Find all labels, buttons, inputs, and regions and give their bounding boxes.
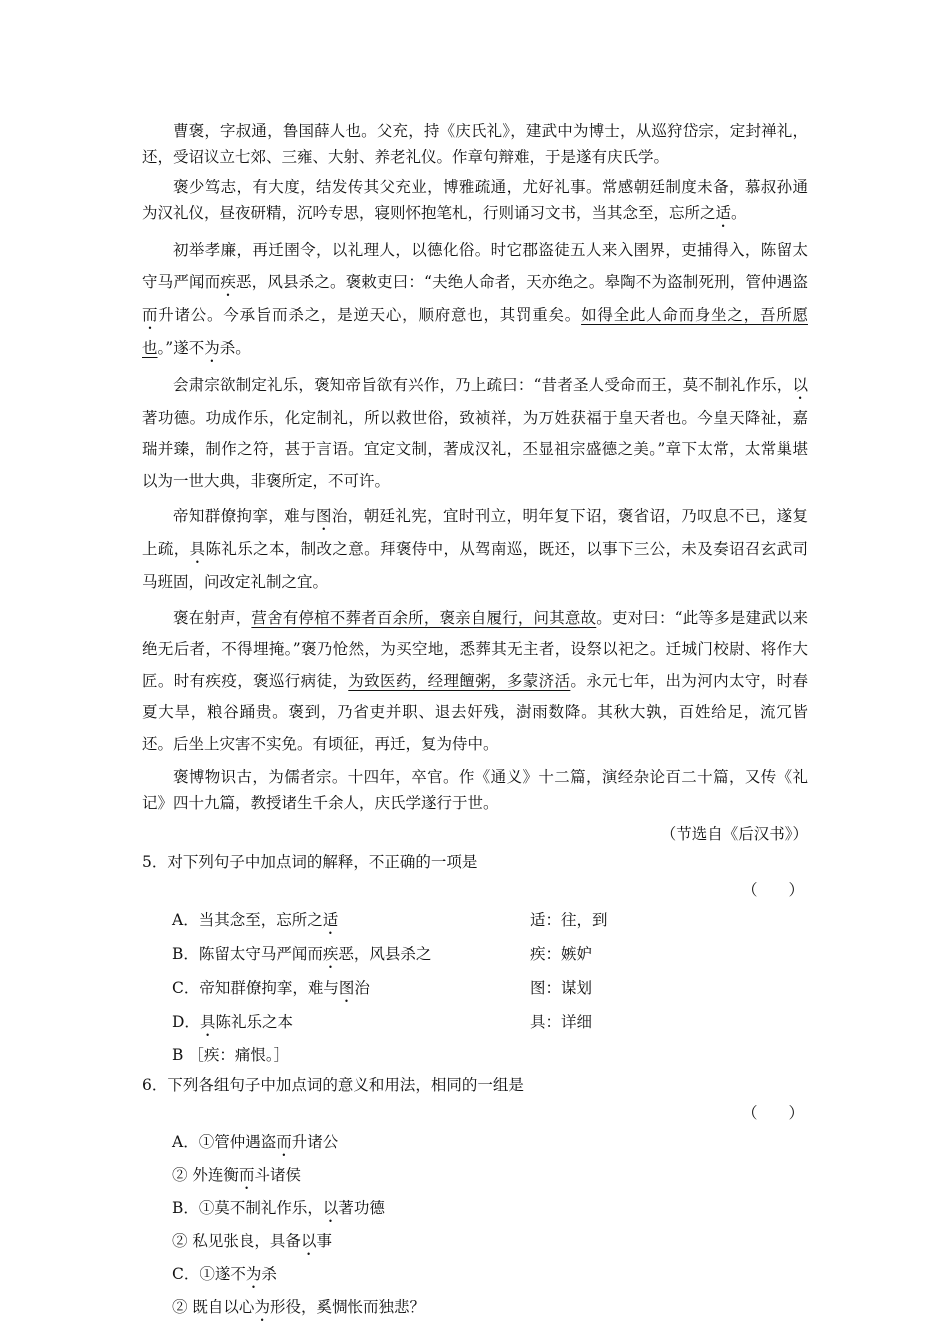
dotted-word: 以 <box>792 375 808 394</box>
dotted-word: 而 <box>238 1166 255 1184</box>
option-gloss: 图：谋划 <box>530 979 593 997</box>
question-6-stem: 6．下列各组句子中加点词的意义和用法，相同的一组是 <box>142 1076 524 1094</box>
option-line: ② 私见张良，具备以事 <box>172 1232 332 1250</box>
dotted-word: 以 <box>300 1232 317 1250</box>
dotted-word: 具 <box>189 540 206 558</box>
dotted-word: 适 <box>715 204 732 222</box>
option-line: B．①莫不制礼作乐，以著功德 <box>172 1199 385 1217</box>
dotted-word: 为 <box>254 1298 270 1316</box>
passage-paragraph-6: 褒在射声，营舍有停棺不葬者百余所，褒亲自履行，问其意故。吏对曰：“此等多是建武以来绝无后者，不得埋掩。”褒乃怆然，为买空地，悉葬其无主者，设祭以祀之。迁城门校尉、将作大匠。时有疾疫，褒巡行病徒，为致医药，经理饘粥，多蒙济活。永元七年，出为河内太守，时春夏大旱，粮谷踊贵。褒到，乃省吏并职、退去奸残，澍雨数降。其秋大孰，百姓给足，流冗皆还。后坐上灾害不实免。有顷征，再迁，复为侍中。 <box>142 608 808 753</box>
option-gloss: 具：详细 <box>530 1013 593 1031</box>
passage-paragraph-3: 初举孝廉，再迁圉令，以礼理人，以德化俗。时它郡盗徒五人来入圉界，吏捕得入，陈留太守马严闻而疾恶，风县杀之。褒敕吏曰：“夫绝人命者，天亦绝之。皋陶不为盗制死刑，管仲遇盗而升诸公。今承旨而杀之，是逆天心，顺府意也，其罚重矣。如得全此人命而身坐之，吾所愿也。”遂不为杀。 <box>142 241 808 357</box>
option-c: C．帝知群僚拘挛，难与图治 图：谋划 <box>142 972 808 1006</box>
underlined-sentence: 为致医药，经理饘粥，多蒙济活 <box>348 671 571 690</box>
option-gloss: 适：往，到 <box>530 911 608 929</box>
option-b: B．陈留太守马严闻而疾恶，风县杀之 疾：嫉妒 <box>142 938 808 972</box>
option-line: A．①管仲遇盗而升诸公 <box>172 1133 339 1151</box>
answer-blank: （ ） <box>741 1104 804 1122</box>
passage-source: （节选自《后汉书》） <box>660 825 808 843</box>
dotted-word: 疾 <box>220 272 237 291</box>
option-a: A．当其念至，忘所之适 适：往，到 <box>142 904 808 938</box>
option-line: ② 既自以心为形役，奚惆怅而独悲？ <box>172 1298 425 1316</box>
underlined-sentence: 如得全此人命而身坐之，吾所愿也 <box>142 305 808 357</box>
dotted-word: 图 <box>338 979 355 997</box>
option-d: D．具陈礼乐之本 具：详细 <box>142 1006 808 1040</box>
passage-paragraph-1: 曹褒，字叔通，鲁国薛人也。父充，持《庆氏礼》，建武中为博士，从巡狩岱宗，定封禅礼，还，受诏议立七郊、三雍、大射、养老礼仪。作章句辩难，于是遂有庆氏学。 <box>142 122 808 166</box>
underlined-sentence: 营舍有停棺不葬者百余所，褒亲自履行，问其意故 <box>251 608 597 627</box>
document-content <box>142 118 808 1325</box>
dotted-word: 疾 <box>322 945 339 963</box>
dotted-word: 图 <box>315 507 332 525</box>
dotted-word: 而 <box>142 305 159 324</box>
question-5-answer: B ［疾：痛恨。］ <box>172 1046 290 1064</box>
dotted-word: 而 <box>276 1133 292 1151</box>
dotted-word: 具 <box>199 1013 216 1031</box>
passage-paragraph-4: 会肃宗欲制定礼乐，褒知帝旨欲有兴作，乃上疏曰：“昔者圣人受命而王，莫不制礼作乐，以著功德。功成作乐，化定制礼，所以救世俗，致祯祥，为万姓获福于皇天者也。今皇天降祉，嘉瑞并臻，制作之符，甚于言语。宜定文制，著成汉礼，丕显祖宗盛德之美。”章下太常，太常巢堪以为一世大典，非褒所定，不可许。 <box>142 375 808 490</box>
dotted-word: 为 <box>245 1265 262 1283</box>
question-5-stem: 5．对下列句子中加点词的解释，不正确的一项是 <box>142 853 478 871</box>
option-line: C．①遂不为杀 <box>172 1265 277 1283</box>
passage-paragraph-5: 帝知群僚拘挛，难与图治，朝廷礼宪，宜时刊立，明年复下诏，褒省诏，乃叹息不已，遂复上疏，具陈礼乐之本，制改之意。拜褒侍中，从驾南巡，既还，以事下三公，未及奏诏召玄武司马班固，问改定礼制之宜。 <box>142 507 808 591</box>
dotted-word: 为 <box>204 338 220 357</box>
option-gloss: 疾：嫉妒 <box>530 945 593 963</box>
answer-blank: （ ） <box>741 881 804 899</box>
dotted-word: 以 <box>322 1199 339 1217</box>
dotted-word: 适 <box>322 911 339 929</box>
passage-paragraph-7: 褒博物识古，为儒者宗。十四年，卒官。作《通义》十二篇，演经杂论百二十篇，又传《礼记》四十九篇，教授诸生千余人，庆氏学遂行于世。 <box>142 768 808 812</box>
option-line: ② 外连衡而斗诸侯 <box>172 1166 301 1184</box>
passage-paragraph-2: 褒少笃志，有大度，结发传其父充业，博雅疏通，尤好礼事。常感朝廷制度未备，慕叔孙通为汉礼仪，昼夜研精，沉吟专思，寝则怀抱笔札，行则诵习文书，当其念至，忘所之适。 <box>142 178 808 222</box>
